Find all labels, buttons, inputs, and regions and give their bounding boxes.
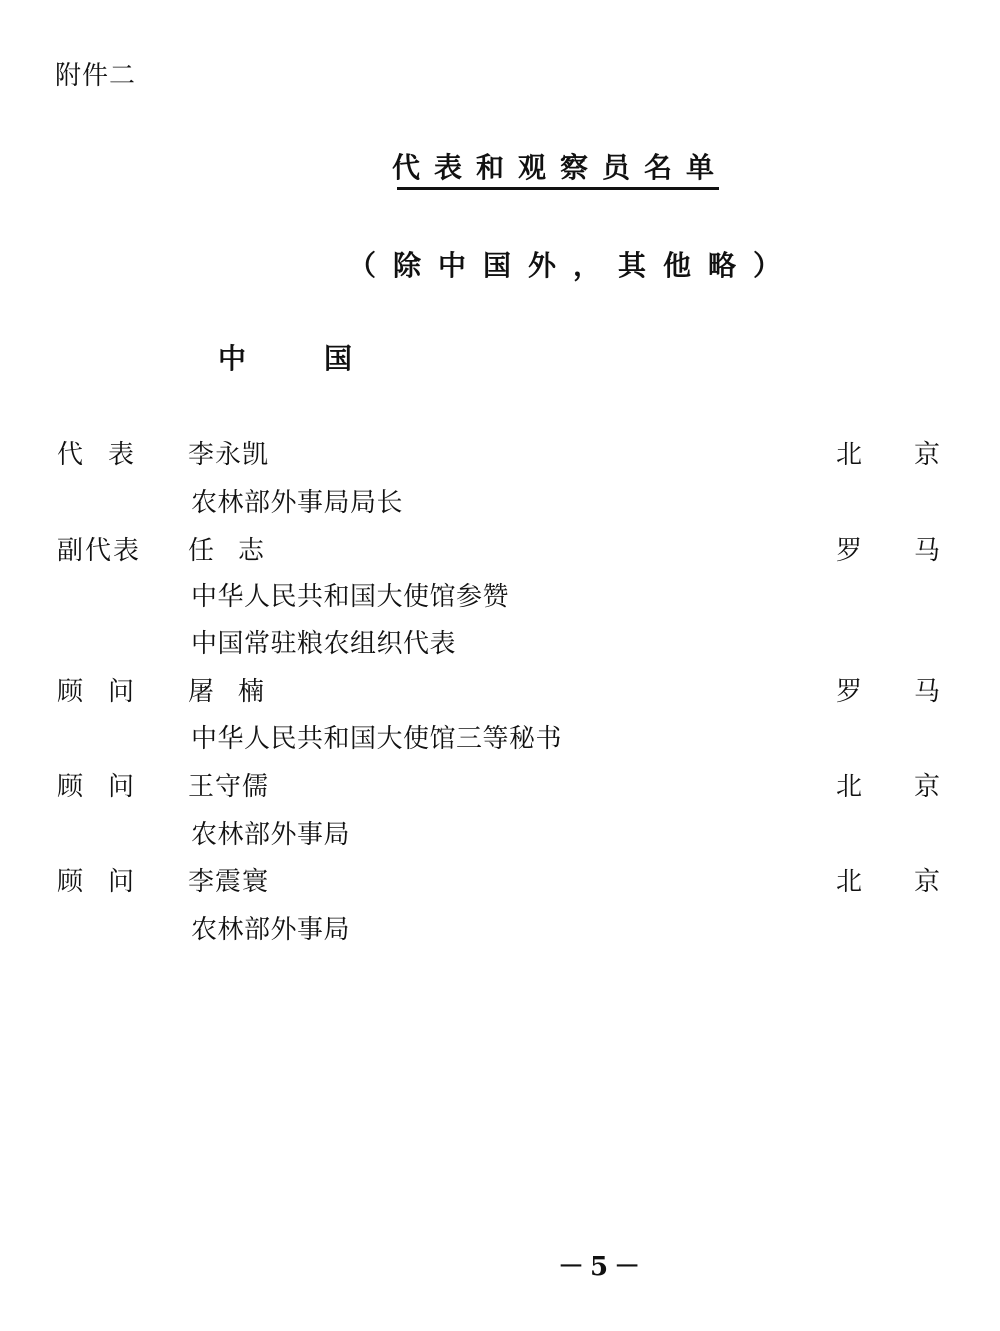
delegate-location: 北京 — [836, 867, 993, 897]
delegate-name: 李永凯 — [188, 440, 270, 470]
delegate-detail: 中国常驻粮农组织代表 — [191, 629, 457, 659]
delegate-detail: 中华人民共和国大使馆三等秘书 — [191, 724, 563, 754]
delegate-name: 李震寰 — [188, 867, 270, 897]
delegate-detail: 农林部外事局 — [191, 915, 351, 945]
delegate-role: 副代表 — [57, 536, 142, 566]
document-title: 代表和观察员名单 — [392, 151, 729, 184]
delegate-location: 北京 — [836, 440, 993, 470]
delegate-role: 顾问 — [57, 772, 160, 802]
delegate-detail: 农林部外事局 — [191, 820, 351, 850]
document-subtitle: （除中国外，其他略） — [348, 249, 799, 282]
delegate-name: 王守儒 — [188, 772, 270, 802]
title-underline — [397, 187, 719, 190]
country-heading: 中国 — [218, 342, 431, 375]
delegate-location: 罗马 — [836, 677, 993, 707]
delegate-location: 北京 — [836, 772, 993, 802]
delegate-role: 顾问 — [57, 677, 160, 707]
annex-label: 附件二 — [55, 61, 137, 91]
delegate-role: 代表 — [57, 440, 160, 470]
delegate-name: 屠楠 — [188, 677, 289, 707]
page-number: －5－ — [558, 1252, 647, 1282]
delegate-role: 顾问 — [57, 867, 160, 897]
delegate-detail: 农林部外事局局长 — [191, 488, 404, 518]
delegate-name: 任志 — [188, 536, 289, 566]
delegate-location: 罗马 — [836, 536, 993, 566]
delegate-detail: 中华人民共和国大使馆参赞 — [191, 582, 510, 612]
